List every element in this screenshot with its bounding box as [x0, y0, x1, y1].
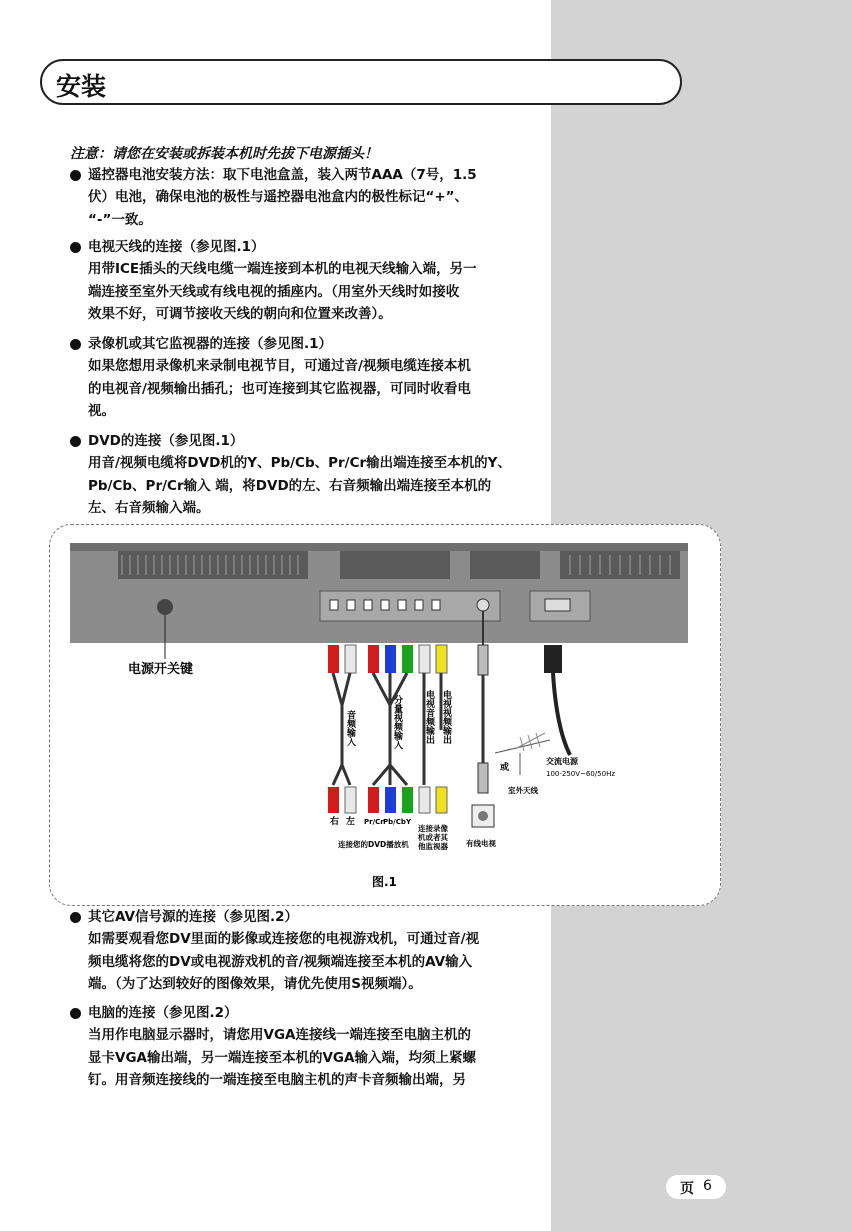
figure-caption: 图.1 — [372, 875, 397, 889]
tv-audio-output-label: 电视音频输出 — [424, 690, 434, 744]
page-label: 页 — [680, 1181, 694, 1197]
section-line: 用带ICE插头的天线电缆一端连接到本机的电视天线输入端，另一 — [88, 261, 477, 277]
section-line: 如需要观看您DV里面的影像或连接您的电视游戏机，可通过音/视 — [88, 931, 480, 947]
dvd-section — [70, 430, 548, 520]
outdoor-antenna-label: 室外天线 — [508, 786, 538, 795]
section-line: 用音/视频电缆将DVD机的Y、Pb/Cb、Pr/Cr输出端连接至本机的Y、 — [88, 455, 511, 471]
or-label: 或 — [500, 763, 510, 773]
ac-power-spec: 100-250V~60/50Hz — [546, 770, 616, 778]
section-line: 左、右音频输入端。 — [88, 500, 210, 516]
pb-cb-label: Pb/Cb — [383, 818, 406, 826]
section-line: 频电缆将您的DV或电视游戏机的音/视频端连接至本机的AV输入 — [88, 953, 473, 970]
section-line: “-”一致。 — [88, 211, 152, 228]
connection-diagram — [49, 524, 721, 906]
audio-input-label: 音频输入 — [345, 710, 355, 746]
av-source-section — [70, 906, 548, 996]
power-switch-label: 电源开关键 — [128, 662, 194, 677]
section-title: 电视天线的连接（参见图.1） — [70, 236, 548, 258]
diagram-svg — [50, 525, 722, 907]
lower-rca-plugs — [328, 787, 447, 813]
page-title: 安装 — [56, 72, 107, 101]
section-line: 当用作电脑显示器时，请您用VGA连接线一端连接至电脑主机的 — [88, 1027, 471, 1043]
pc-section — [70, 1002, 548, 1092]
section-line: 端连接至室外天线或有线电视的插座内。（用室外天线时如接收 — [88, 283, 460, 300]
section-line: 伏）电池，确保电池的极性与遥控器电池盒内的极性标记“+”、 — [88, 189, 469, 205]
left-channel-label: 左 — [346, 817, 356, 827]
cable-tv-label: 有线电视 — [466, 839, 496, 848]
tv-video-output-label: 电视视频输出 — [441, 690, 451, 744]
vcr-monitor-label: 机或者其 — [418, 833, 448, 842]
section-line: 效果不好，可调节接收天线的朝向和位置来改善）。 — [88, 306, 392, 322]
section-line: Pb/Cb、Pr/Cr输入 端，将DVD的左、右音频输出端连接至本机的 — [88, 477, 492, 494]
section-line: 视。 — [88, 403, 115, 419]
pr-cr-label: Pr/Cr — [364, 818, 384, 826]
power-cord — [544, 645, 570, 755]
ac-power-label: 交流电源 — [546, 757, 578, 766]
vcr-monitor-label: 他监视器 — [418, 842, 448, 851]
upper-rca-plugs — [328, 645, 447, 673]
y-label: Y — [406, 818, 412, 826]
right-channel-label: 右 — [330, 817, 340, 827]
tv-back-panel — [70, 543, 688, 643]
section-title: DVD的连接（参见图.1） — [70, 430, 548, 452]
section-title: 其它AV信号源的连接（参见图.2） — [70, 906, 548, 928]
component-input-label: 分量视频输入 — [392, 695, 402, 749]
section-line: 显卡VGA输出端，另一端连接至本机的VGA输入端，均须上紧螺 — [88, 1049, 476, 1066]
battery-section — [70, 164, 548, 231]
safety-notice: 注意：请您在安装或拆装本机时先拔下电源插头！ — [70, 146, 378, 162]
section-title: 遥控器电池安装方法：取下电池盒盖，装入两节AAA（7号，1.5 — [70, 164, 548, 186]
section-line: 如果您想用录像机来录制电视节目，可通过音/视频电缆连接本机 — [88, 358, 471, 374]
antenna-cable — [466, 611, 496, 848]
section-header — [40, 59, 682, 105]
section-line: 钉。用音频连接线的一端连接至电脑主机的声卡音频输出端，另 — [88, 1072, 466, 1088]
dvd-player-label: 连接您的DVD播放机 — [338, 840, 409, 849]
vcr-monitor-label: 连接录像 — [418, 824, 448, 833]
page-number: 6 — [703, 1178, 712, 1194]
antenna-section — [70, 236, 548, 326]
section-line: 的电视音/视频输出插孔；也可连接到其它监视器，可同时收看电 — [88, 380, 471, 397]
page-number-pill — [666, 1175, 726, 1199]
section-title: 电脑的连接（参见图.2） — [70, 1002, 548, 1024]
section-line: 端。（为了达到较好的图像效果，请优先使用S视频端）。 — [88, 976, 422, 992]
section-title: 录像机或其它监视器的连接（参见图.1） — [70, 333, 548, 355]
vcr-section — [70, 333, 548, 423]
